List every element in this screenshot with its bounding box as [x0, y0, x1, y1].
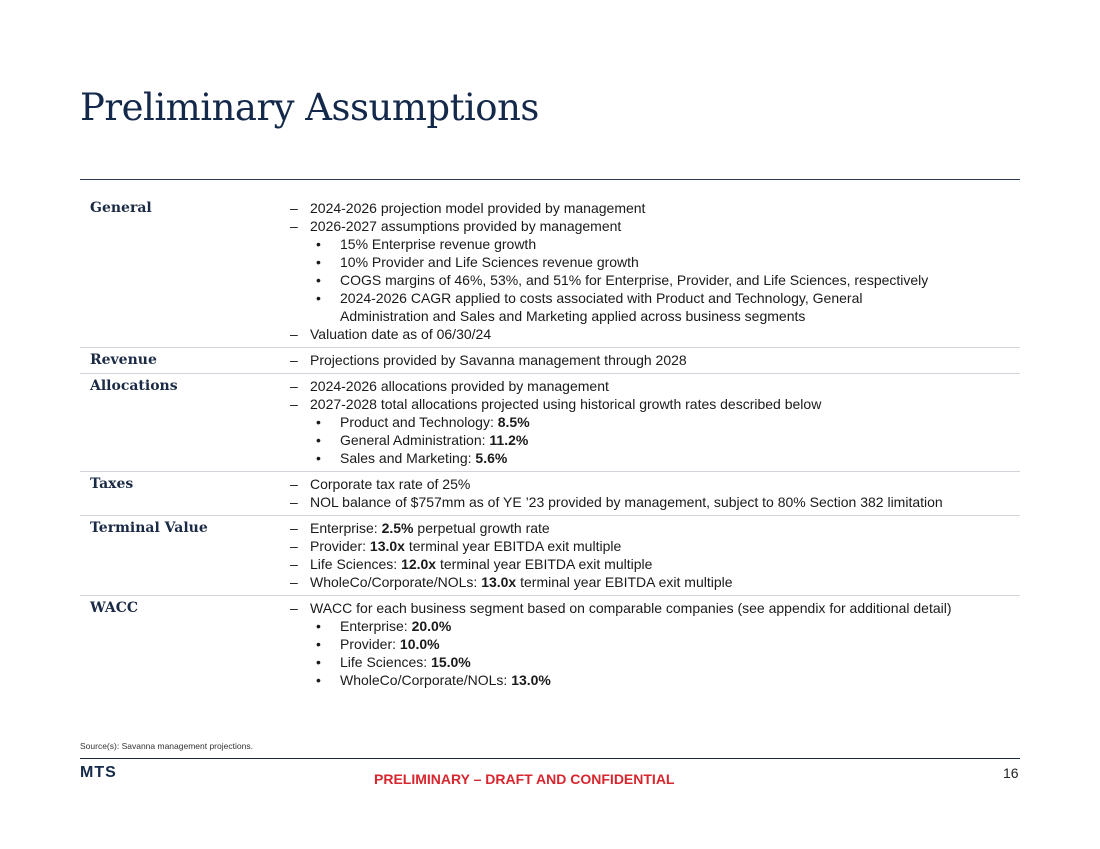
assumption-row	[80, 196, 1020, 348]
dash-item	[280, 325, 1020, 343]
page-title: Preliminary Assumptions	[80, 86, 539, 129]
item-text: COGS margins of 46%, 53%, and 51% for Enterprise, Provider, and Life Sciences, respectively	[340, 272, 929, 288]
row-label: Revenue	[90, 352, 157, 368]
row-label: Taxes	[90, 476, 134, 492]
bullet-marker: •	[316, 236, 321, 252]
item-text-suffix: perpetual growth rate	[413, 520, 550, 536]
bullet-marker: •	[316, 414, 321, 430]
company-logo: MTS	[80, 764, 117, 781]
bullet-marker: •	[316, 290, 321, 306]
assumption-row	[80, 374, 1020, 472]
bullet-marker: •	[316, 272, 321, 288]
bullet-marker: •	[316, 432, 321, 448]
bullet-marker: •	[316, 654, 321, 670]
bullet-item	[280, 271, 1020, 289]
dash-marker: –	[290, 538, 298, 554]
item-text: Administration and Sales and Marketing applied across business segments	[340, 308, 806, 324]
bullet-item	[280, 635, 1020, 653]
item-text: Valuation date as of 06/30/24	[310, 326, 492, 342]
row-body	[280, 475, 1020, 511]
dash-item	[280, 493, 1020, 511]
item-text: Projections provided by Savanna management through 2028	[310, 352, 687, 368]
item-text: Product and Technology:	[340, 414, 498, 430]
dash-item	[280, 351, 1020, 369]
dash-item	[280, 377, 1020, 395]
item-text: Sales and Marketing:	[340, 450, 476, 466]
bullet-item	[280, 671, 1020, 689]
item-text: WholeCo/Corporate/NOLs:	[340, 672, 512, 688]
dash-item	[280, 395, 1020, 413]
item-text: Enterprise:	[310, 520, 382, 536]
assumption-row	[80, 348, 1020, 374]
item-text: Corporate tax rate of 25%	[310, 476, 471, 492]
dash-marker: –	[290, 574, 298, 590]
row-label: Terminal Value	[90, 520, 208, 536]
bullet-item	[280, 307, 1020, 325]
item-text-suffix: terminal year EBITDA exit multiple	[404, 538, 622, 554]
dash-marker: –	[290, 378, 298, 394]
bullet-item	[280, 289, 1020, 307]
row-body	[280, 519, 1020, 591]
row-body	[280, 351, 1020, 369]
item-text: 2027-2028 total allocations projected using historical growth rates described below	[310, 396, 822, 412]
bullet-item	[280, 449, 1020, 467]
dash-marker: –	[290, 476, 298, 492]
row-body	[280, 599, 1020, 689]
item-text-suffix: terminal year EBITDA exit multiple	[516, 574, 733, 590]
item-value: 11.2%	[489, 432, 529, 448]
footer-divider	[80, 758, 1020, 759]
item-value: 13.0x	[481, 574, 517, 590]
bullet-marker: •	[316, 636, 321, 652]
item-text: Enterprise:	[340, 618, 412, 634]
item-value: 20.0%	[411, 618, 452, 634]
bullet-item	[280, 235, 1020, 253]
bullet-marker: •	[316, 254, 321, 270]
item-text: NOL balance of $757mm as of YE ’23 provided by management, subject to 80% Section 382 limitation	[310, 494, 943, 510]
item-text: Provider:	[310, 538, 370, 554]
dash-item	[280, 217, 1020, 235]
item-value: 2.5%	[381, 520, 414, 536]
confidential-banner: PRELIMINARY – DRAFT AND CONFIDENTIAL	[374, 771, 675, 787]
bullet-item	[280, 253, 1020, 271]
item-value: 13.0%	[511, 672, 551, 688]
bullet-item	[280, 431, 1020, 449]
item-text: 2024-2026 allocations provided by management	[310, 378, 609, 394]
dash-marker: –	[290, 200, 298, 216]
row-body	[280, 377, 1020, 467]
bullet-item	[280, 413, 1020, 431]
item-value: 10.0%	[399, 636, 440, 652]
dash-item	[280, 519, 1020, 537]
row-body	[280, 199, 1020, 343]
dash-marker: –	[290, 494, 298, 510]
item-text: 2026-2027 assumptions provided by management	[310, 218, 622, 234]
title-divider	[80, 179, 1020, 180]
dash-marker: –	[290, 326, 298, 342]
row-label: General	[90, 200, 152, 216]
bullet-marker: •	[316, 618, 321, 634]
assumptions-table	[80, 196, 1020, 693]
page-number: 16	[1003, 765, 1019, 781]
dash-item	[280, 573, 1020, 591]
bullet-item	[280, 617, 1020, 635]
item-text: 10% Provider and Life Sciences revenue growth	[340, 254, 639, 270]
item-text: Life Sciences:	[310, 556, 402, 572]
dash-marker: –	[290, 352, 298, 368]
item-text: WACC for each business segment based on comparable companies (see appendix for additional detail)	[310, 600, 952, 616]
item-text: 2024-2026 CAGR applied to costs associated with Product and Technology, General	[340, 290, 863, 306]
assumption-row	[80, 596, 1020, 693]
bullet-marker	[280, 307, 340, 325]
assumption-row	[80, 516, 1020, 596]
dash-marker: –	[290, 556, 298, 572]
item-text: 15% Enterprise revenue growth	[340, 236, 537, 252]
item-text: WholeCo/Corporate/NOLs:	[310, 574, 482, 590]
item-text: General Administration:	[340, 432, 490, 448]
dash-item	[280, 555, 1020, 573]
dash-marker: –	[290, 396, 298, 412]
item-text: 2024-2026 projection model provided by management	[310, 200, 646, 216]
dash-marker: –	[290, 600, 298, 616]
item-text: Provider:	[340, 636, 400, 652]
bullet-marker: •	[316, 672, 321, 688]
row-label: Allocations	[90, 378, 178, 394]
dash-item	[280, 199, 1020, 217]
source-note: Source(s): Savanna management projections.	[80, 741, 253, 751]
item-text: Life Sciences:	[340, 654, 432, 670]
dash-item	[280, 599, 1020, 617]
dash-item	[280, 475, 1020, 493]
dash-item	[280, 537, 1020, 555]
item-value: 15.0%	[431, 654, 471, 670]
dash-marker: –	[290, 520, 298, 536]
bullet-item	[280, 653, 1020, 671]
item-text-suffix: terminal year EBITDA exit multiple	[436, 556, 653, 572]
item-value: 13.0x	[369, 538, 405, 554]
item-value: 5.6%	[475, 450, 508, 466]
assumption-row	[80, 472, 1020, 516]
bullet-marker: •	[316, 450, 321, 466]
item-value: 12.0x	[401, 556, 437, 572]
dash-marker: –	[290, 218, 298, 234]
row-label: WACC	[90, 600, 138, 616]
item-value: 8.5%	[497, 414, 530, 430]
